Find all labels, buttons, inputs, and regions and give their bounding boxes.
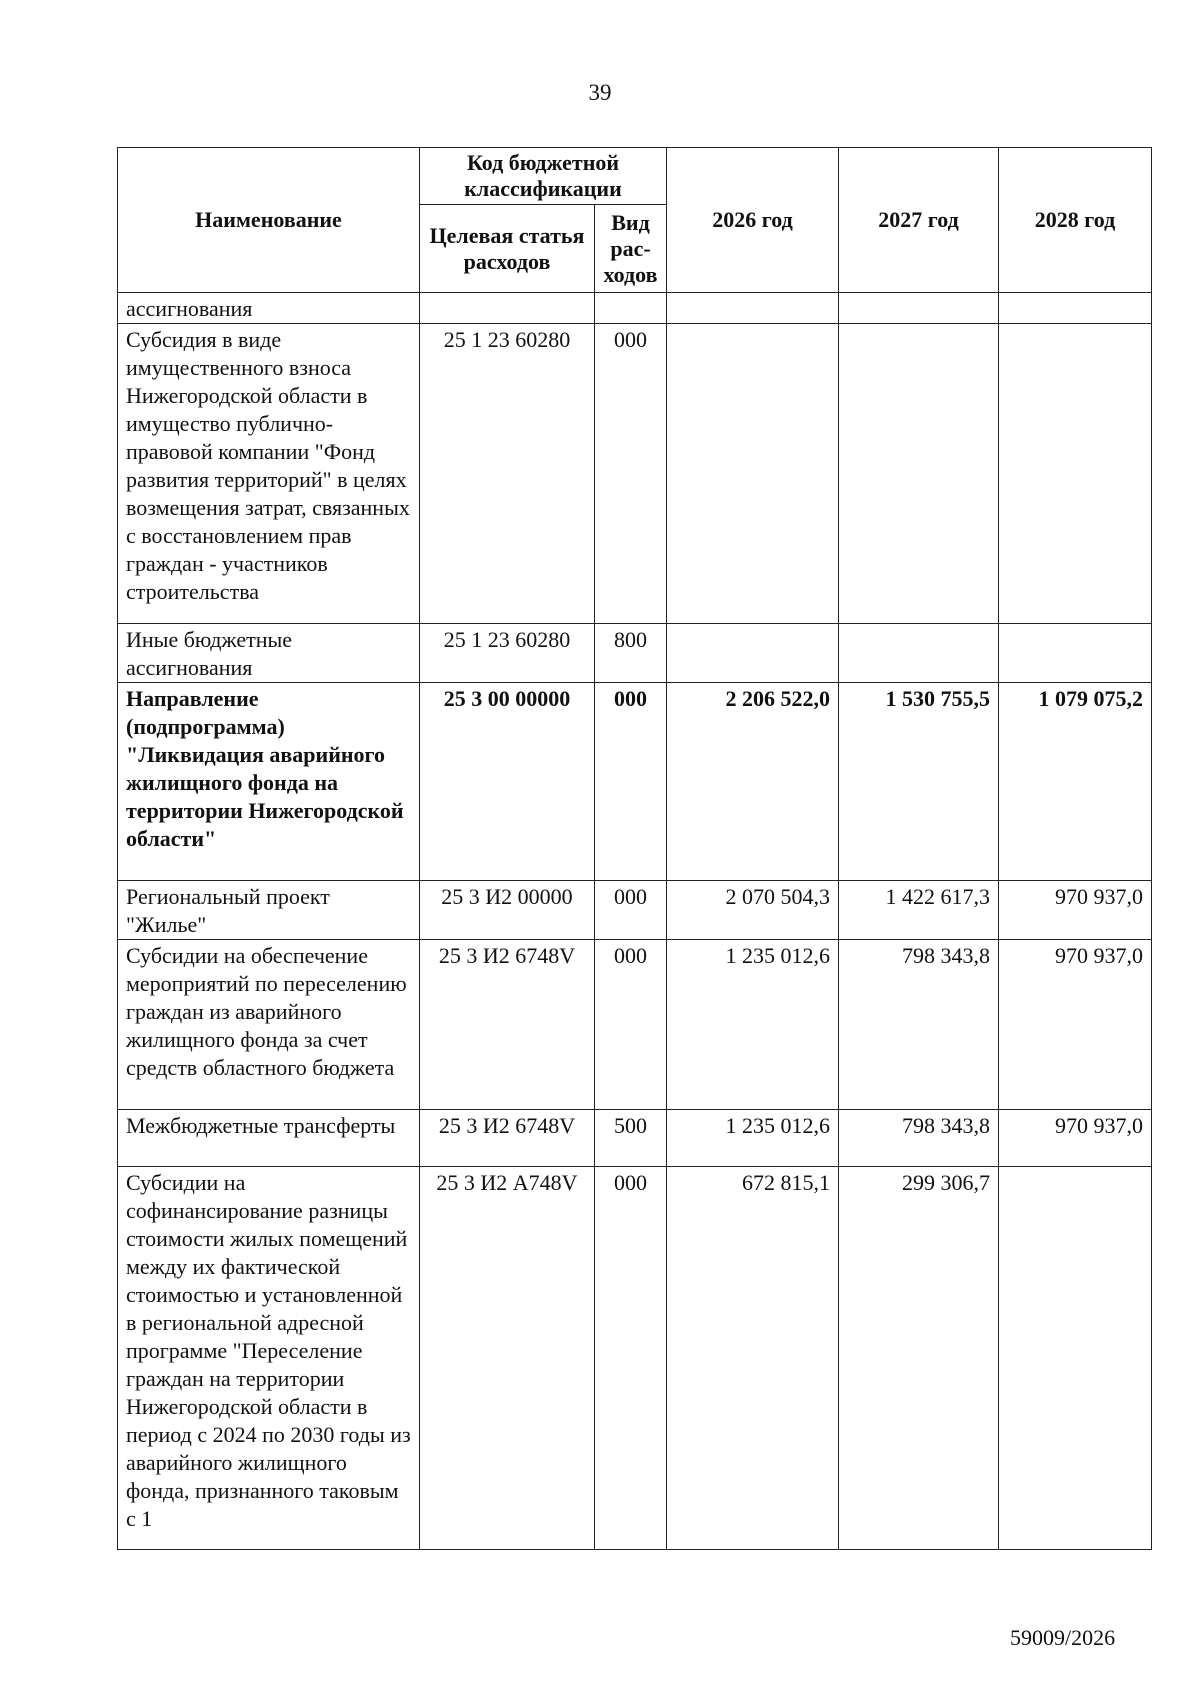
row-2028-cell: 970 937,0 bbox=[999, 1110, 1152, 1167]
row-2026-cell: 2 206 522,0 bbox=[667, 683, 839, 881]
row-2026-cell bbox=[667, 624, 839, 683]
row-2026-cell: 1 235 012,6 bbox=[667, 1110, 839, 1167]
row-2027-cell: 1 530 755,5 bbox=[839, 683, 999, 881]
row-expense-kind-cell: 000 bbox=[595, 881, 667, 940]
table-row bbox=[118, 881, 1152, 940]
row-2027-cell: 798 343,8 bbox=[839, 1110, 999, 1167]
table-row bbox=[118, 293, 1152, 324]
row-expense-kind-cell: 000 bbox=[595, 683, 667, 881]
row-name-cell: ассигнования bbox=[118, 293, 420, 324]
row-2026-cell bbox=[667, 293, 839, 324]
row-2026-cell: 2 070 504,3 bbox=[667, 881, 839, 940]
row-target-article-cell: 25 3 И2 А748V bbox=[420, 1167, 595, 1550]
row-expense-kind-cell: 000 bbox=[595, 1167, 667, 1550]
row-2028-cell: 1 079 075,2 bbox=[999, 683, 1152, 881]
row-2028-cell bbox=[999, 624, 1152, 683]
header-target-article: Целевая статья расходов bbox=[420, 205, 595, 293]
row-expense-kind-cell bbox=[595, 293, 667, 324]
header-2026: 2026 год bbox=[667, 148, 839, 293]
row-2027-cell: 1 422 617,3 bbox=[839, 881, 999, 940]
header-2027: 2027 год bbox=[839, 148, 999, 293]
row-2026-cell: 1 235 012,6 bbox=[667, 940, 839, 1110]
row-expense-kind-cell: 500 bbox=[595, 1110, 667, 1167]
header-kbk: Код бюджетной классификации bbox=[420, 148, 667, 205]
row-2026-cell bbox=[667, 324, 839, 624]
header-name: Наименование bbox=[118, 148, 420, 293]
row-name-cell: Субсидии на софинансирование разницы стоимости жилых помещений между их фактической стоимостью и установленной в региональной адресной программе "Переселение граждан на территории Нижегородской области в период с 2024 по 2030 годы из аварийного жилищного фонда, признанного таковым с 1 bbox=[118, 1167, 420, 1550]
document-number: 59009/2026 bbox=[1010, 1625, 1116, 1650]
row-target-article-cell: 25 3 00 00000 bbox=[420, 683, 595, 881]
row-target-article-cell: 25 1 23 60280 bbox=[420, 624, 595, 683]
row-expense-kind-cell: 800 bbox=[595, 624, 667, 683]
row-target-article-cell bbox=[420, 293, 595, 324]
row-2027-cell: 798 343,8 bbox=[839, 940, 999, 1110]
row-target-article-cell: 25 1 23 60280 bbox=[420, 324, 595, 624]
row-target-article-cell: 25 3 И2 6748V bbox=[420, 940, 595, 1110]
table-row bbox=[118, 1167, 1152, 1550]
row-name-cell: Субсидия в виде имущественного взноса Нижегородской области в имущество публично-правовой компании "Фонд развития территорий" в целях возмещения затрат, связанных с восстановлением прав граждан - участников строительства bbox=[118, 324, 420, 624]
row-expense-kind-cell: 000 bbox=[595, 324, 667, 624]
table-row bbox=[118, 1110, 1152, 1167]
row-2028-cell bbox=[999, 293, 1152, 324]
budget-table bbox=[117, 147, 1152, 1550]
table-row bbox=[118, 324, 1152, 624]
row-2027-cell bbox=[839, 293, 999, 324]
row-2028-cell bbox=[999, 1167, 1152, 1550]
row-2027-cell bbox=[839, 324, 999, 624]
row-target-article-cell: 25 3 И2 00000 bbox=[420, 881, 595, 940]
row-2028-cell: 970 937,0 bbox=[999, 940, 1152, 1110]
row-2028-cell: 970 937,0 bbox=[999, 881, 1152, 940]
row-name-cell: Иные бюджетные ассигнования bbox=[118, 624, 420, 683]
row-name-cell: Региональный проект "Жилье" bbox=[118, 881, 420, 940]
row-expense-kind-cell: 000 bbox=[595, 940, 667, 1110]
row-name-cell: Межбюджетные трансферты bbox=[118, 1110, 420, 1167]
row-name-cell: Субсидии на обеспечение мероприятий по переселению граждан из аварийного жилищного фонда за счет средств областного бюджета bbox=[118, 940, 420, 1110]
row-2026-cell: 672 815,1 bbox=[667, 1167, 839, 1550]
table-row bbox=[118, 624, 1152, 683]
row-2027-cell bbox=[839, 624, 999, 683]
header-expense-kind: Вид рас-ходов bbox=[595, 205, 667, 293]
row-name-cell: Направление (подпрограмма) "Ликвидация аварийного жилищного фонда на территории Нижегородской области" bbox=[118, 683, 420, 881]
row-2028-cell bbox=[999, 324, 1152, 624]
page-number: 39 bbox=[588, 80, 612, 105]
table-row bbox=[118, 683, 1152, 881]
header-2028: 2028 год bbox=[999, 148, 1152, 293]
row-2027-cell: 299 306,7 bbox=[839, 1167, 999, 1550]
row-target-article-cell: 25 3 И2 6748V bbox=[420, 1110, 595, 1167]
table-row bbox=[118, 940, 1152, 1110]
